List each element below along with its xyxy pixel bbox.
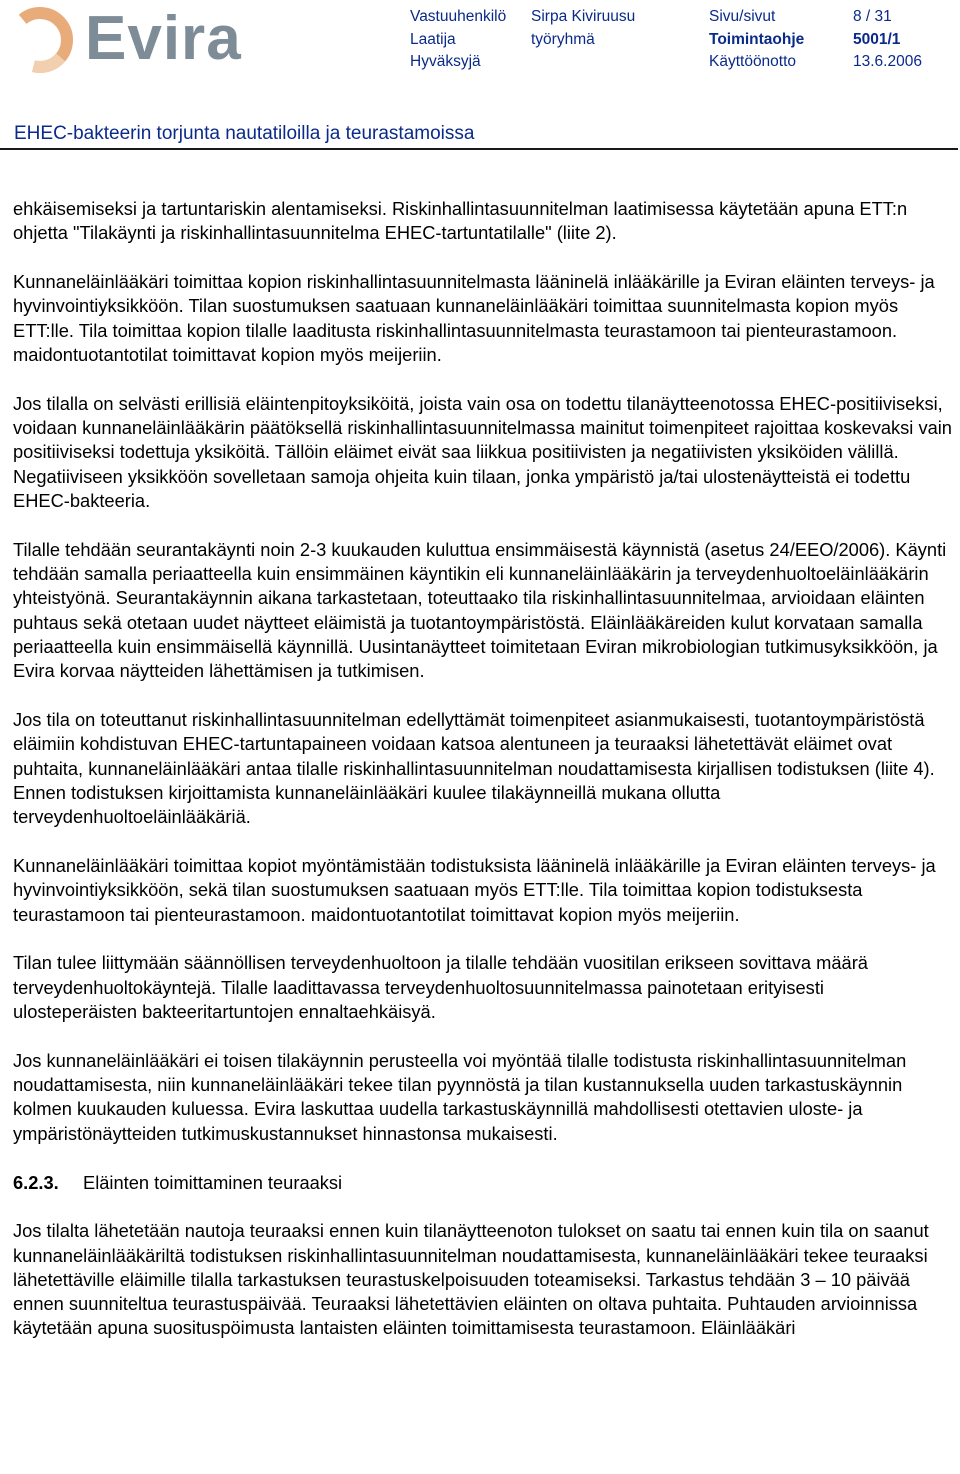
header-divider — [0, 148, 958, 150]
evira-emblem-icon — [10, 4, 80, 76]
paragraph: ehkäisemiseksi ja tartuntariskin alentamiseksi. Riskinhallintasuunnitelman laatimisessa käytetään apuna ETT:n ohjetta "Tilakäynti ja riskinhallintasuunnitelma EHEC-tartuntatilalle" (liite 2). — [13, 198, 908, 244]
header-value-responsible: Sirpa Kiviruusu — [531, 8, 636, 25]
paragraph: Jos tila on toteuttanut riskinhallintasuunnitelman edellyttämät toimenpiteet asianmukaisesti, tuotantoympäristöstä eläimiin kohdistuvan EHEC-tartuntapaineen voidaan katsoa alentuneen ja teuraaksi lähetettävät eläimet ovat puhtaita, kunnaneläinlääkäri antaa tilalle riskinhallintasuunnitelman noudattamisesta kirjallisen todistuksen (liite 4). Ennen todistuksen kirjoittamista kunnaneläinlääkäri kuulee tilakäynneillä mukana ollutta terveydenhuoltoeläinlääkäriä. — [13, 709, 935, 828]
header-label-author: Laatija — [410, 31, 456, 48]
document-body — [13, 197, 953, 1341]
header-value-pages: 8 / 31 — [853, 8, 892, 25]
header-doc-number: 5001/1 — [853, 31, 901, 48]
paragraph: Kunnaneläinlääkäri toimittaa kopion riskinhallintasuunnitelmasta lääninelä inlääkärille ja Eviran eläinten terveys- ja hyvinvointiyksikköön. Tilan suostumuksen saatuaan kunnaneläinlääkäri toimittaa suunnitelmasta kopion myös ETT:lle. Tila toimittaa kopion tilalle laaditusta riskinhallintasuunnitelmasta teurastamoon tai pienteurastamoon. maidontuotantotilat toimittavat kopion myös meijeriin. — [13, 271, 935, 365]
header-label-approver: Hyväksyjä — [410, 53, 481, 70]
header-label-pages: Sivu/sivut — [709, 8, 776, 25]
paragraph: Tilalle tehdään seurantakäynti noin 2-3 kuukauden kuluttua ensimmäisestä käynnistä (asetus 24/EEO/2006). Käynti tehdään samalla periaatteella kuin ensimmäinen käyntikin eli kunnaneläinlääkärin ja terveydenhuoltoeläinlääkärin yhteistyönä. Seurantakäynnin aikana tarkastetaan, toteuttaako tila riskinhallintasuunnitelmaa, arvioidaan eläinten puhtaus sekä otetaan uudet näytteet eläimistä ja tuotantoympäristöstä. Eläinlääkäreiden kulut korvataan samalla periaatteella kuin ensimmäisellä käynnillä. Uusintanäytteet toimitetaan Eviran mikrobiologian tutkimusyksikköön, ja Evira korvaa näytteiden lähettämisen ja tutkimisen. — [13, 538, 947, 682]
header-label-responsible: Vastuuhenkilö — [410, 8, 507, 25]
header-value-author: työryhmä — [531, 31, 595, 48]
header-doc-type: Toimintaohje — [709, 31, 805, 48]
section-heading — [13, 1171, 953, 1195]
document-title: EHEC-bakteerin torjunta nautatiloilla ja teurastamoissa — [14, 123, 475, 144]
paragraph: Jos kunnaneläinlääkäri ei toisen tilakäynnin perusteella voi myöntää tilalle todistusta riskinhallintasuunnitelman noudattamisesta, niin kunnaneläinlääkäri tekee tilan pyynnöstä ja tilan kustannuksella uuden tarkastuskäynnin kolmen kuukauden kuluessa. Evira laskuttaa uudella tarkastuskäynnillä mahdollisesti otettavien uloste- ja ympäristönäytteiden tutkimuskustannukset hinnastonsa mukaisesti. — [13, 1049, 907, 1144]
paragraph: Jos tilalta lähetetään nautoja teuraaksi ennen kuin tilanäytteenoton tulokset on saatu tai ennen kuin tila on saanut kunnaneläinlääkäriltä todistuksen riskinhallintasuunnitelman noudattamisesta, kunnaneläinlääkäri tekee teuraaksi lähetettäville eläimille tilalla tarkastuksen teurastuskelpoisuuden toteamiseksi. Tarkastus tehdään 3 – 10 päivää ennen suunniteltua teurastuspäivää. Teuraaksi lähetettävien eläinten on oltava puhtaita. Puhtauden arvioinnissa käytetään apuna suosituspöimusta lantaisten eläinten toimittamisesta teurastamoon. Eläinlääkäri — [13, 1220, 929, 1339]
paragraph: Jos tilalla on selvästi erillisiä eläintenpitoyksiköitä, joista vain osa on todettu tilanäytteenotossa EHEC-positiiviseksi, voidaan kunnaneläinlääkärin päätöksellä riskinhallintasuunnitelmassa mainitut toimenpiteet rajoittaa koskevaksi vain positiiviseksi todettuja yksiköitä. Tällöin eläimet eivät saa liikkua positiivisten ja negatiivisten yksiköiden välillä. Negatiiviseen yksikköön sovelletaan samoja ohjeita kuin tilaan, jonka ympäristö ja/tai ulostenäytteistä ei todettu EHEC-bakteeria. — [13, 392, 952, 511]
paragraph: Tilan tulee liittymään säännöllisen terveydenhuoltoon ja tilalle tehdään vuositilan erikseen sovittava määrä terveydenhuoltokäyntejä. Tilalle laadittavassa terveydenhuoltosuunnitelmassa painotetaan erityisesti ulosteperäisten bakteeritartuntojen ennaltaehkäisyä. — [13, 952, 868, 1023]
header-label-effective: Käyttöönotto — [709, 53, 797, 70]
evira-logo — [10, 4, 260, 76]
logo-wordmark: Evira — [85, 4, 242, 73]
header-value-effective: 13.6.2006 — [853, 53, 922, 70]
section-number: 6.2.3. — [13, 1171, 59, 1193]
section-title: Eläinten toimittaminen teuraaksi — [83, 1171, 343, 1193]
paragraph: Kunnaneläinlääkäri toimittaa kopiot myöntämistään todistuksista lääninelä inlääkärille ja Eviran eläinten terveys- ja hyvinvointiyksikköön, sekä tilan suostumuksen saatuaan myös ETT:lle. Tila toimittaa kopion todistuksesta teurastamoon tai pienteurastamoon. maidontuotantotilat toimittavat kopion myös meijeriin. — [13, 855, 936, 925]
